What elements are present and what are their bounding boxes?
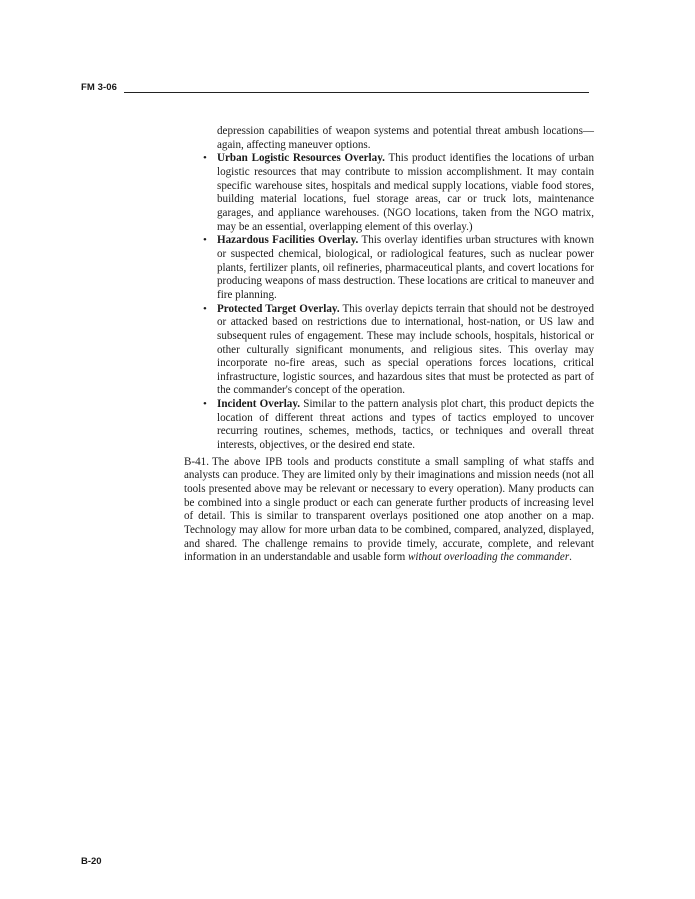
bullet-protected-target <box>184 303 594 399</box>
paragraph-number: B-41. <box>184 455 209 468</box>
bullet-dot-icon: • <box>203 398 207 411</box>
paragraph-end: . <box>569 551 572 564</box>
bullet-text: This product identifies the locations of urban logistic resources that may contribute to mission accomplishment. It may contain specific warehouse sites, hospitals and medical supply locations, viable food stores, building material locations, fuel storage areas, car or truck lots, maintenance garages, and appliance warehouses. (NGO locations, taken from the NGO matrix, may be an essential, overlapping element of this overlay.) <box>217 152 594 233</box>
bullet-hazardous-facilities <box>184 234 594 302</box>
header-rule <box>124 92 589 93</box>
bullet-title: Protected Target Overlay. <box>217 302 340 315</box>
bullet-dot-icon: • <box>203 234 207 247</box>
manual-designation: FM 3-06 <box>81 82 118 93</box>
continued-bullet-text: depression capabilities of weapon systems and potential threat ambush locations—again, affecting maneuver options. <box>217 125 594 151</box>
paragraph-text: The above IPB tools and products constitute a small sampling of what staffs and analysts can produce. They are limited only by their imaginations and mission needs (not all tools presented above may be relevant or necessary to every operation). Many products can be combined into a single product or each can generate further products of increasing level of detail. This is similar to transparent overlays positioned one atop another on a map. Technology may allow for more urban data to be combined, compared, analyzed, displayed, and shared. The challenge remains to provide timely, accurate, complete, and relevant information in an understandable and usable form <box>184 455 594 564</box>
page-number: B-20 <box>81 856 102 867</box>
paragraph-b-41 <box>184 456 594 565</box>
bullet-title: Incident Overlay. <box>217 398 301 411</box>
bullet-dot-icon: • <box>203 152 207 165</box>
bullet-incident <box>184 398 594 453</box>
running-header <box>81 83 589 95</box>
bullet-text: Similar to the pattern analysis plot chart, this product depicts the location of different threat actions and types of tactics employed to uncover recurring routines, schemes, methods, tactics, or techniques and overall threat interests, objectives, or the desired end state. <box>217 398 595 452</box>
bullet-urban-logistic-resources <box>184 152 594 234</box>
paragraph-emphasis: without overloading the commander <box>407 551 570 564</box>
overlay-bullet-list <box>184 152 594 452</box>
page-body <box>184 125 594 565</box>
bullet-title: Urban Logistic Resources Overlay. <box>217 152 385 165</box>
bullet-text: This overlay depicts terrain that should not be destroyed or attacked based on restrictions due to international, host-nation, or US law and subsequent rules of engagement. These may include schools, hospitals, historical or other culturally significant monuments, and religious sites. This overlay may incorporate no-fire areas, such as special operations forces locations, critical infrastructure, logistic sources, and hazardous sites that must be protected as part of the commander's concept of the operation. <box>217 302 594 397</box>
bullet-dot-icon: • <box>203 302 207 315</box>
bullet-text: This overlay identifies urban structures with known or suspected chemical, biological, or radiological features, such as nuclear power plants, fertilizer plants, oil refineries, pharmaceutical plants, and covert locations for producing weapons of mass destruction. These locations are critical to maneuver and fire planning. <box>217 234 594 301</box>
bullet-title: Hazardous Facilities Overlay. <box>217 234 359 247</box>
